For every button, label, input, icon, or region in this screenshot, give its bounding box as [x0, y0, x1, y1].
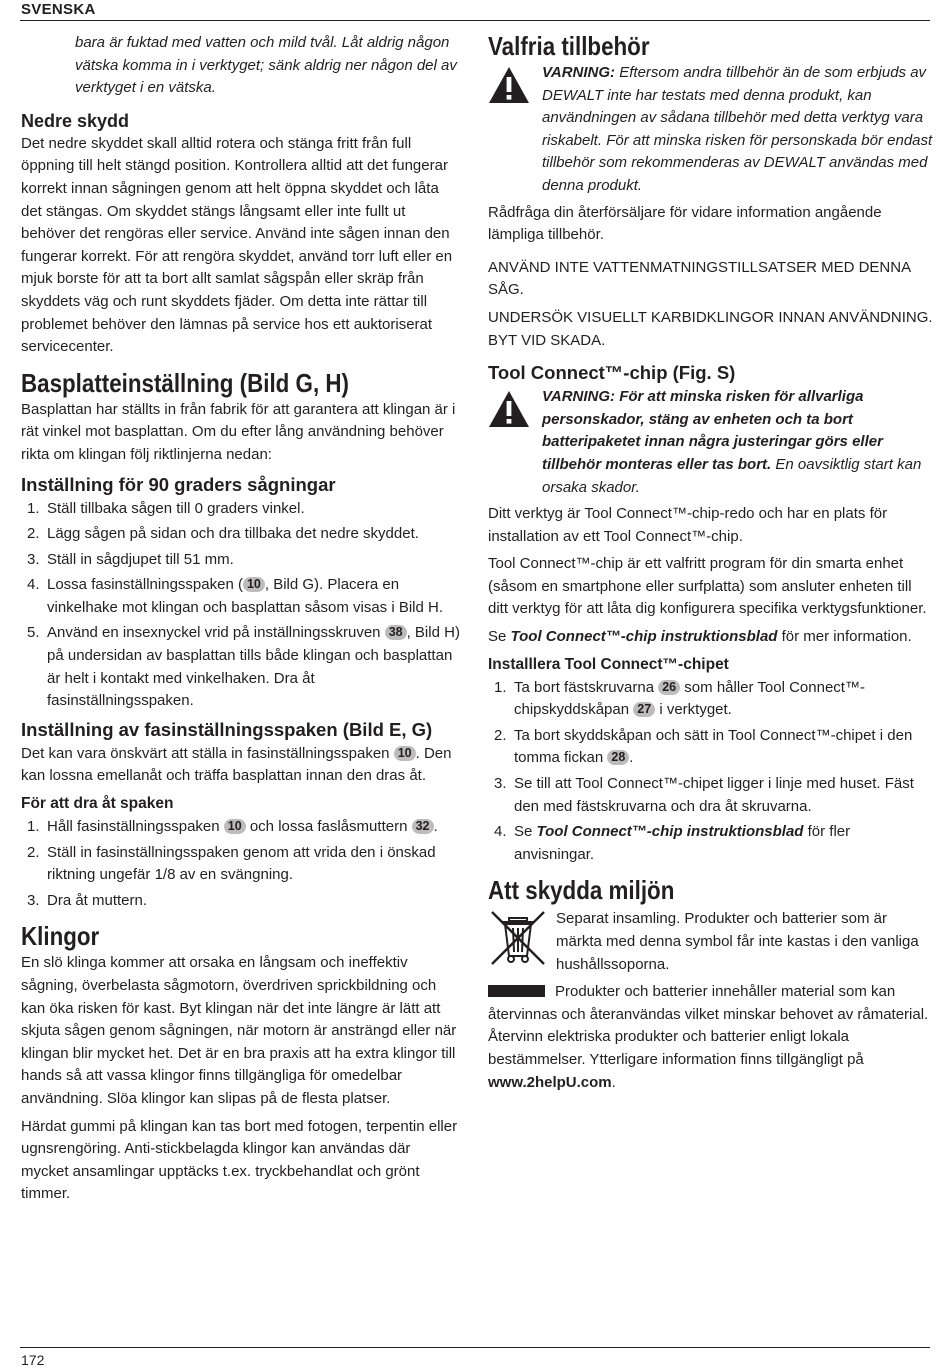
baseplate-heading: Basplatteinställning (Bild G, H): [21, 367, 349, 398]
tool-connect-warning: VARNING: För att minska risken för allvarliga personskador, stäng av enheten och ta bort batteripaketet innan några justeringar görs eller tillbehör monteras eller tas bort. En oavsiktlig start kan orsaka skador.: [488, 386, 933, 499]
lower-guard-text: Det nedre skyddet skall alltid rotera och stänga fritt från full öppning till helt stängd position. Kontrollera alltid att det fungerar korrekt innan sågningen genom att helt öppna skyddet och låta det stängas. Om skyddet stängs långsamt eller inte fullt ut behöver det rengöras eller service. Använd inte sågen innan den fungerar korrekt. För att rengöra skyddet, använd torr luft eller en mjuk borste för att ta bort allt samlat sågspån eller skräp från skyddets väg och runt skyddets fjäder. Om detta inte rättar till problemet behöver den lämnas på service hos ett auktoriserat servicecenter.: [21, 134, 453, 356]
tighten-heading: För att dra åt spaken: [21, 795, 174, 813]
left-column: [21, 32, 461, 1211]
right-column: [488, 32, 933, 1099]
install-heading: Installlera Tool Connect™-chipet: [488, 655, 729, 673]
blades-paragraph-2: Härdat gummi på klingan kan tas bort med fotogen, terpentin eller ugnsrengöring. Anti-stickbelagda klingor kan användas där mycket ansamlingar upptäcks t.ex. tryckbehandlat och grönt timmer.: [21, 1117, 458, 1203]
callout-badge: 27: [633, 702, 655, 717]
list-item: 1. Ställ tillbaka sågen till 0 graders vinkel.: [27, 499, 305, 517]
footer-rule: [20, 1347, 930, 1348]
tool-connect-heading: Tool Connect™-chip (Fig. S): [488, 362, 736, 384]
baseplate-text: Basplattan har ställts in från fabrik för att garantera att klingan är i rät vinkel mot basplattan. Om du efter lång användning behöver rikta om klingan följ riktlinjerna nedan:: [21, 400, 456, 463]
install-steps: [488, 677, 933, 867]
tool-connect-paragraph-2: Tool Connect™-chip är ett valfritt program för din smarta enhet (såsom en smartphone eller surfplatta) som ansluter enheten till ditt verktyg för att låta dig konfigurera specifika verktygsfunktioner.: [488, 555, 927, 618]
lever-heading: Inställning av fasinställningsspaken (Bild E, G): [21, 718, 433, 740]
intro-continuation: bara är fuktad med vatten och mild tvål. Låt aldrig någon vätska komma in i verktyget; sänk aldrig ner någon del av verktyget i en vätska.: [75, 34, 457, 97]
warning-label: VARNING:: [542, 64, 616, 81]
crossed-out-bin-icon: [488, 908, 548, 968]
list-item: 1. Håll fasinställningsspaken 10 och lossa faslåsmuttern 32 .: [27, 818, 438, 836]
accessories-paragraph-2: ANVÄND INTE VATTENMATNINGSTILLSATSER MED DENNA SÅG.: [488, 258, 911, 299]
lever-text: Det kan vara önskvärt att ställa in fasinställningsspaken 10 . Den kan lossna emellanåt och träffa basplattan innan den dras åt.: [21, 744, 452, 785]
list-item: 2. Ta bort skyddskåpan och sätt in Tool Connect™-chipet i den tomma fickan 28 .: [494, 726, 913, 767]
accessories-heading: Valfria tillbehör: [488, 31, 650, 61]
blades-heading: Klingor: [21, 921, 100, 952]
page-number: 172: [21, 1352, 45, 1368]
accessories-warning: VARNING: Eftersom andra tillbehör än de som erbjuds av DEWALT inte har testats med denna produkt, kan användningen av sådana tillbehör med detta verktyg vara riskabelt. För att minska risken för personskada bör endast tillbehör som rekommenderas av DEWALT användas med denna produkt.: [488, 62, 933, 198]
list-item: 5. Använd en insexnyckel vrid på inställningsskruven 38 , Bild H) på undersidan av basplattan tills både klingan och basplattan är helt i kontakt med vinkelhaken. Dra åt fasinställningsspaken.: [27, 624, 460, 710]
environment-heading: Att skydda miljön: [488, 875, 675, 906]
blades-paragraph-1: En slö klinga kommer att orsaka en långsam och ineffektiv sågning, överbelasta sågmotorn, överdriven sprickbildning och kan öka risken för kast. Byt klingan när det inte längre är lätt att skjuta sågen genom sågningen, när motorn är ansträngd eller när klingan blir mycket het. Det är en bra praxis att ha extra klingor till hands så att vassa klingor finns tillgängliga för omedelbar användning. Slöa klingor kan slipas på de flesta platser.: [21, 954, 457, 1107]
weee-block: [488, 908, 933, 976]
tool-connect-paragraph-3: Se Tool Connect™-chip instruktionsblad för mer information.: [488, 628, 912, 646]
callout-badge: 32: [412, 819, 434, 834]
website-link[interactable]: www.2helpU.com: [488, 1073, 612, 1091]
callout-badge: 38: [385, 625, 407, 640]
callout-badge: 10: [243, 577, 265, 592]
ninety-heading: Inställning för 90 graders sågningar: [21, 473, 336, 495]
tighten-steps: [21, 816, 461, 912]
callout-badge: 26: [658, 680, 680, 695]
list-item: 4. Se Tool Connect™-chip instruktionsblad för fler anvisningar.: [494, 823, 851, 863]
warning-triangle-icon: [488, 390, 530, 428]
lower-guard-heading: Nedre skydd: [21, 110, 130, 131]
recycling-bar-mark: [488, 985, 545, 997]
tool-connect-paragraph-1: Ditt verktyg är Tool Connect™-chip-redo och har en plats för installation av ett Tool Connect™-chip.: [488, 505, 888, 545]
list-item: 4. Lossa fasinställningsspaken ( 10 , Bild G). Placera en vinkelhake mot klingan och basplattan såsom visas i Bild H.: [27, 576, 444, 616]
list-item: 1. Ta bort fästskruvarna 26 som håller Tool Connect™-chipskyddskåpan 27 i verktyget.: [494, 678, 865, 719]
callout-badge: 10: [224, 819, 246, 834]
list-item: 3. Se till att Tool Connect™-chipet ligger i linje med huset. Fäst den med fästskruvarna och dra åt skruvarna.: [494, 775, 914, 815]
warning-triangle-icon: [488, 66, 530, 104]
language-label: SVENSKA: [21, 1, 96, 18]
accessories-paragraph-3: UNDERSÖK VISUELLT KARBIDKLINGOR INNAN ANVÄNDNING. BYT VID SKADA.: [488, 308, 933, 349]
callout-badge: 10: [394, 746, 416, 761]
header-rule: [20, 20, 930, 21]
list-item: 3. Dra åt muttern.: [27, 891, 148, 909]
environment-paragraph-1: Separat insamling. Produkter och batterier som är märkta med denna symbol får inte kastas i den vanliga hushållssoporna.: [556, 910, 919, 973]
callout-badge: 28: [607, 750, 629, 765]
ninety-steps: [21, 498, 461, 713]
environment-paragraph-2: Produkter och batterier innehåller material som kan återvinnas och återanvändas vilket minskar behovet av råmaterial. Återvinn elektriska produkter och batterier enligt lokala bestämmelser. Ytterligare information finns tillgängligt på www.2helpU.com.: [488, 983, 929, 1091]
list-item: 2. Lägg sågen på sidan och dra tillbaka det nedre skyddet.: [27, 525, 419, 543]
accessories-paragraph-1: Rådfråga din återförsäljare för vidare information angående lämpliga tillbehör.: [488, 203, 882, 244]
list-item: 2. Ställ in fasinställningsspaken genom att vrida den i önskad riktning ungefär 1/8 av en svängning.: [27, 843, 436, 884]
list-item: 3. Ställ in sågdjupet till 51 mm.: [27, 550, 234, 568]
